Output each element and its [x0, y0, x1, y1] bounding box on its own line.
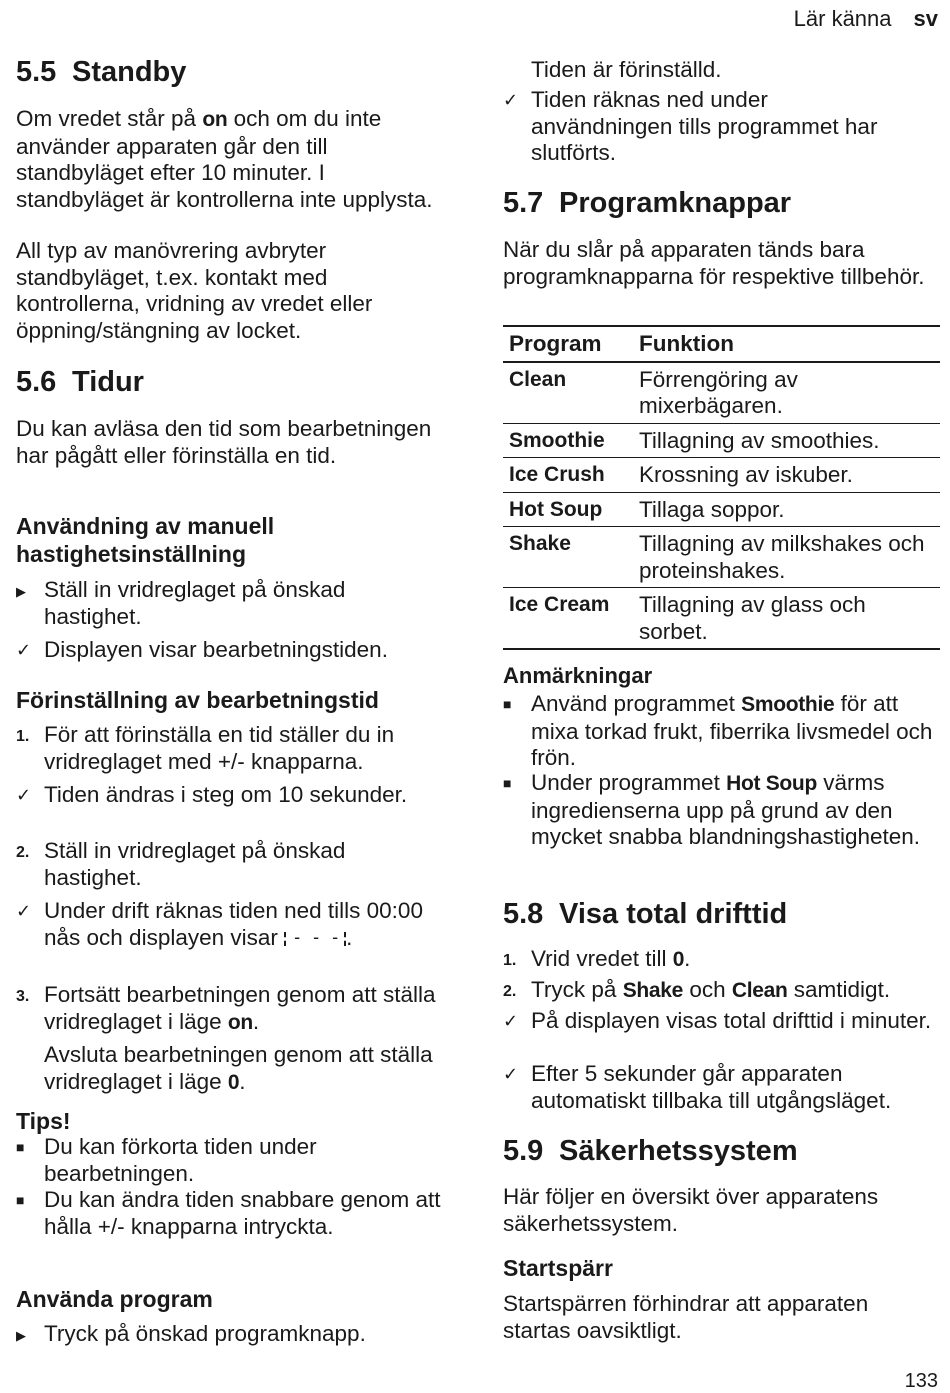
- step-number: 2.: [16, 844, 30, 861]
- preset-step-3: [16, 982, 446, 1036]
- preset-step-2: [16, 838, 446, 891]
- keyword-zero: 0: [227, 1070, 240, 1094]
- text: för att mixa torkad frukt, fiberrika livsmedel och frön.: [531, 691, 933, 770]
- heading-5-8: [503, 898, 787, 931]
- table-row: [503, 362, 940, 424]
- program-function: Tillagning av milkshakes och proteinshakes.: [639, 531, 925, 583]
- heading-number: 5.6: [16, 366, 57, 398]
- text: Under programmet: [531, 770, 727, 795]
- text: Avsluta bearbetningen genom att ställa vridreglaget i läge: [44, 1042, 433, 1094]
- text: värms ingredienserna upp på grund av den mycket snabba blandningshastigheten.: [531, 770, 921, 849]
- keyword-hot-soup: Hot Soup: [726, 772, 817, 795]
- note-1: [503, 691, 940, 772]
- standby-paragraph-2: All typ av manövrering avbryter standbyläget, t.ex. kontakt med kontrollerna, vridning av vredet eller öppning/stängning av locket.: [16, 238, 373, 343]
- tidur-intro: Du kan avläsa den tid som bearbetningen har pågått eller förinställa en tid.: [16, 416, 432, 468]
- heading-5-6: [16, 366, 144, 399]
- text: För att förinställa en tid ställer du in vridreglaget med +/- knapparna.: [44, 722, 395, 774]
- note-2: [503, 770, 940, 851]
- language-code: sv: [913, 6, 938, 31]
- text: Om vredet står på: [16, 106, 203, 131]
- keyword-on: on: [227, 1010, 253, 1034]
- program-name: Shake: [509, 532, 571, 555]
- table-row: [503, 458, 940, 493]
- text: Ställ in vridreglaget på önskad hastighet.: [44, 577, 346, 629]
- text: .: [684, 946, 691, 971]
- standby-paragraph-1: [16, 106, 446, 213]
- keyword-smoothie: Smoothie: [741, 693, 835, 716]
- text: Tryck på: [531, 977, 623, 1002]
- text: Använd programmet: [531, 691, 742, 716]
- heading-5-5: [16, 56, 186, 89]
- check-icon: ✓: [503, 1064, 519, 1084]
- tip-2: [16, 1187, 446, 1240]
- drifttid-result-2: [503, 1061, 940, 1114]
- heading-title: Visa total drifttid: [559, 898, 788, 930]
- bullet-square-icon: ■: [16, 1139, 25, 1155]
- text: .: [346, 924, 353, 950]
- program-result: [503, 87, 911, 167]
- step-number: 1.: [503, 952, 517, 969]
- text: Vrid vredet till: [531, 946, 673, 971]
- heading-title: Standby: [72, 56, 187, 88]
- heading-5-7: [503, 187, 791, 220]
- heading-number: 5.8: [503, 898, 544, 930]
- program-name: Hot Soup: [509, 497, 603, 521]
- program-function: Tillagning av glass och sorbet.: [639, 592, 866, 644]
- page-header: [794, 6, 938, 32]
- heading-title: Tidur: [72, 366, 144, 398]
- tip-1: [16, 1134, 446, 1187]
- step-number: 3.: [16, 988, 30, 1005]
- program-function: Tillagning av smoothies.: [639, 427, 880, 453]
- arrow-icon: ▶: [16, 584, 26, 599]
- text: Tiden räknas ned under användningen tills programmet har slutförts.: [531, 87, 878, 165]
- program-function: Tillaga soppor.: [639, 496, 785, 522]
- bullet-square-icon: ■: [16, 1192, 25, 1208]
- heading-5-9: [503, 1135, 798, 1168]
- heading-number: 5.5: [16, 56, 57, 88]
- text: Under drift räknas tiden ned tills 00:00 nås och displayen visar: [44, 898, 423, 950]
- text: och: [683, 977, 732, 1002]
- manual-speed-heading: Användning av manuell hastighetsinställning: [16, 513, 275, 567]
- manual-step: [16, 577, 446, 630]
- text: Tiden är förinställd.: [531, 57, 722, 82]
- program-name: Smoothie: [509, 428, 605, 452]
- heading-title: Säkerhetssystem: [559, 1135, 798, 1167]
- use-program-heading: Använda program: [16, 1286, 213, 1312]
- step-number: 1.: [16, 728, 30, 745]
- keyword-zero: 0: [672, 948, 685, 971]
- page-number: 133: [904, 1370, 938, 1392]
- display-dashes-icon: [284, 932, 346, 946]
- program-function: Krossning av iskuber.: [639, 462, 853, 487]
- heading-title: Programknappar: [559, 187, 792, 219]
- heading-number: 5.9: [503, 1135, 544, 1167]
- program-name: Clean: [509, 367, 567, 391]
- section-label: Lär känna: [793, 6, 892, 31]
- bullet-square-icon: ■: [503, 696, 512, 712]
- notes-heading: Anmärkningar: [503, 663, 653, 688]
- program-name: Ice Cream: [509, 593, 610, 616]
- text: Tryck på önskad programknapp.: [44, 1321, 366, 1346]
- check-icon: ✓: [16, 640, 32, 660]
- keyword-shake: Shake: [622, 979, 684, 1002]
- text: På displayen visas total drifttid i minuter.: [531, 1008, 932, 1033]
- table-row: [503, 423, 940, 458]
- table-row: [503, 527, 940, 588]
- tips-heading: Tips!: [16, 1108, 71, 1134]
- startsparr-heading: Startspärr: [503, 1255, 613, 1281]
- step-number: 2.: [503, 983, 517, 1000]
- text: och om du inte använder apparaten går den till standbyläget efter 10 minuter. I standbyläget är kontrollerna inte upplysta.: [16, 106, 433, 212]
- table-header-row: [503, 326, 940, 362]
- check-icon: ✓: [503, 90, 519, 110]
- table-row: [503, 588, 940, 650]
- table-row: [503, 492, 940, 527]
- keyword-clean: Clean: [731, 979, 788, 1002]
- sakerhet-intro: Här följer en översikt över apparatens säkerhetssystem.: [503, 1184, 879, 1236]
- keyword-on: on: [202, 108, 228, 131]
- preset-step-3-extra: [16, 1042, 446, 1096]
- drifttid-result-1: [503, 1008, 940, 1035]
- preset-heading: Förinställning av bearbetningstid: [16, 687, 379, 713]
- program-table: [503, 325, 940, 650]
- preset-step-2-result: [16, 898, 446, 951]
- preset-step-1: [16, 722, 446, 775]
- text: .: [252, 1008, 260, 1034]
- program-name: Ice Crush: [509, 463, 605, 486]
- text: Tiden ändras i steg om 10 sekunder.: [44, 782, 408, 807]
- text: Efter 5 sekunder går apparaten automatiskt tillbaka till utgångsläget.: [531, 1061, 892, 1113]
- program-function: Förrengöring av mixerbägaren.: [639, 366, 798, 418]
- text: Du kan förkorta tiden under bearbetningen.: [44, 1134, 317, 1186]
- text: .: [239, 1068, 246, 1094]
- arrow-icon: ▶: [16, 1328, 26, 1343]
- drifttid-step-2: [503, 977, 943, 1005]
- program-preset-line: [503, 57, 940, 84]
- preset-step-1-result: [16, 782, 446, 809]
- text: Fortsätt bearbetningen genom att ställa vridreglaget i läge: [44, 982, 436, 1034]
- column-header-program: Program: [509, 331, 602, 356]
- drifttid-step-1: [503, 946, 940, 974]
- check-icon: ✓: [503, 1011, 519, 1031]
- text: Ställ in vridreglaget på önskad hastighet.: [44, 838, 346, 890]
- check-icon: ✓: [16, 901, 32, 921]
- startsparr-text: Startspärren förhindrar att apparaten startas oavsiktligt.: [503, 1291, 869, 1343]
- check-icon: ✓: [16, 785, 32, 805]
- column-header-funktion: Funktion: [639, 331, 734, 356]
- text: samtidigt.: [787, 977, 891, 1002]
- text: Displayen visar bearbetningstiden.: [44, 637, 388, 662]
- bullet-square-icon: ■: [503, 775, 512, 791]
- programknappar-intro: När du slår på apparaten tänds bara programknapparna för respektive tillbehör.: [503, 237, 925, 289]
- text: Du kan ändra tiden snabbare genom att hålla +/- knapparna intryckta.: [44, 1187, 441, 1239]
- use-program-step: [16, 1321, 446, 1348]
- manual-result: [16, 637, 446, 664]
- heading-number: 5.7: [503, 187, 544, 219]
